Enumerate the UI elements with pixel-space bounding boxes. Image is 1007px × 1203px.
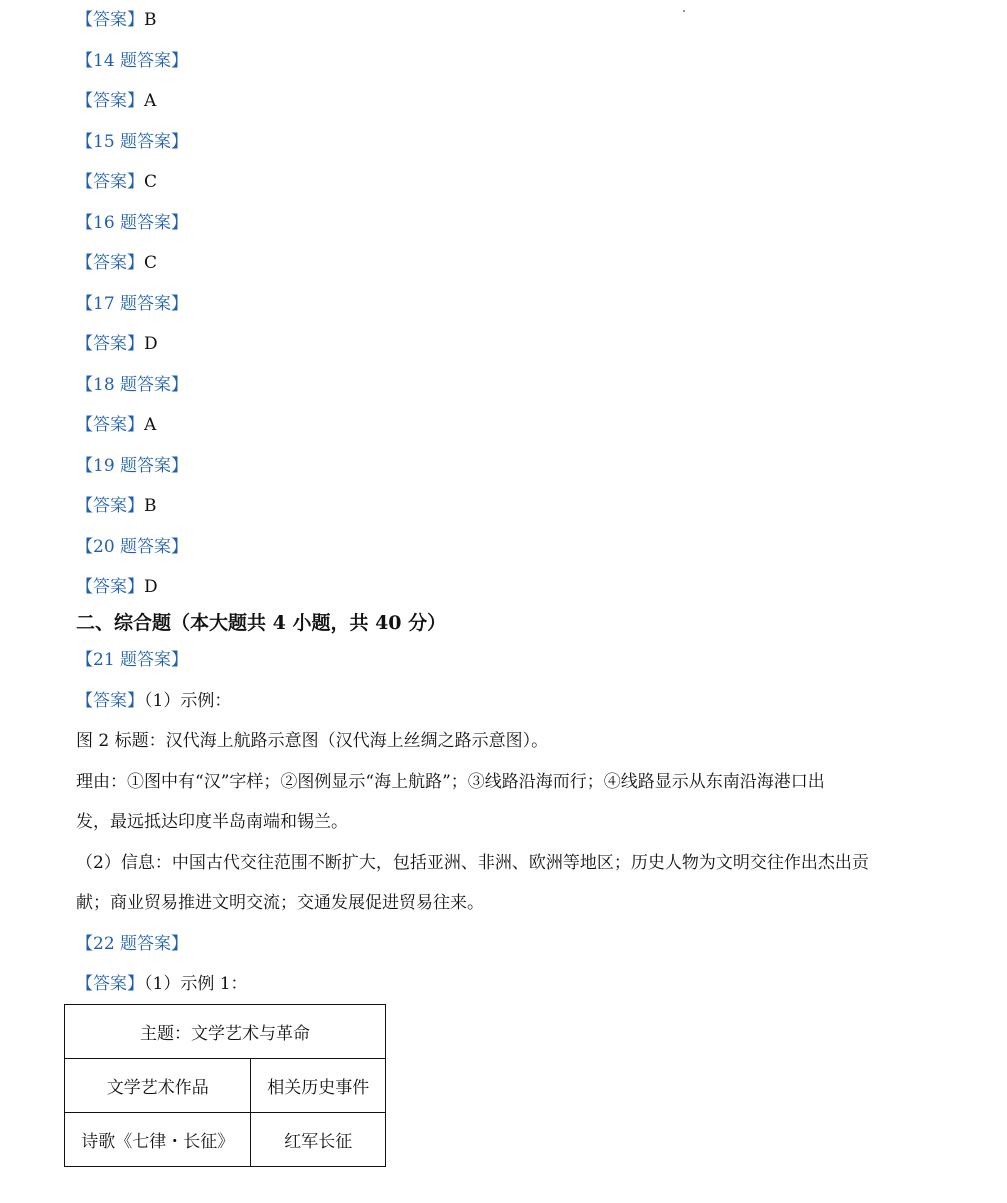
answer-label: 【答案】 <box>76 974 144 994</box>
table-cell-artwork: 诗歌《七律・长征》 <box>65 1113 251 1167</box>
question-label: 【22 题答案】 <box>76 934 189 954</box>
answer-line <box>76 495 157 517</box>
info-line-cont: 献；商业贸易推进文明交流；交通发展促进贸易往来。 <box>76 893 484 913</box>
answer-value: C <box>144 172 158 192</box>
table-header-artwork: 文学艺术作品 <box>65 1059 251 1113</box>
scan-speck <box>683 10 685 12</box>
answer-label: 【答案】 <box>76 10 144 30</box>
answer-line <box>76 252 157 274</box>
question-label: 【16 题答案】 <box>76 213 189 233</box>
answer-label: 【答案】 <box>76 334 144 354</box>
answer-label: 【答案】 <box>76 577 144 597</box>
map-title-line: 图 2 标题：汉代海上航路示意图（汉代海上丝绸之路示意图）。 <box>76 731 549 751</box>
answer-value: B <box>144 10 157 30</box>
answer-value: D <box>144 334 158 354</box>
table-theme-cell: 主题：文学艺术与革命 <box>65 1005 386 1059</box>
answer-line <box>76 171 157 193</box>
answer-value: A <box>144 91 157 111</box>
answer-line <box>76 90 156 112</box>
answer-line <box>76 333 158 355</box>
example-table <box>64 1004 386 1167</box>
table-cell-event: 红军长征 <box>251 1113 386 1167</box>
answer-intro: （1）示例 1： <box>144 974 248 994</box>
question-label: 【20 题答案】 <box>76 537 189 557</box>
answer-intro: （1）示例： <box>144 691 232 711</box>
answer-label: 【答案】 <box>76 91 144 111</box>
question-label: 【17 题答案】 <box>76 294 189 314</box>
answer-label: 【答案】 <box>76 691 144 711</box>
answer-line <box>76 414 156 436</box>
section-heading: 二、综合题（本大题共 4 小题，共 40 分） <box>76 612 447 634</box>
answer-line <box>76 690 231 712</box>
question-label: 【19 题答案】 <box>76 456 189 476</box>
answer-value: B <box>144 496 157 516</box>
question-label: 【18 题答案】 <box>76 375 189 395</box>
answer-label: 【答案】 <box>76 253 144 273</box>
answer-label: 【答案】 <box>76 415 144 435</box>
question-label: 【15 题答案】 <box>76 132 189 152</box>
answer-value: C <box>144 253 158 273</box>
answer-line <box>76 9 157 31</box>
answer-line <box>76 973 248 995</box>
reason-line: 理由：①图中有“汉”字样；②图例显示“海上航路”；③线路沿海而行；④线路显示从东南沿海港口出 <box>76 772 825 792</box>
answer-value: A <box>144 415 157 435</box>
reason-line-cont: 发，最远抵达印度半岛南端和锡兰。 <box>76 812 348 832</box>
answer-line <box>76 576 158 598</box>
answer-value: D <box>144 577 158 597</box>
table-header-event: 相关历史事件 <box>251 1059 386 1113</box>
answer-label: 【答案】 <box>76 172 144 192</box>
question-label: 【14 题答案】 <box>76 51 189 71</box>
info-line: （2）信息：中国古代交往范围不断扩大，包括亚洲、非洲、欧洲等地区；历史人物为文明交往作出杰出贡 <box>76 853 869 873</box>
question-label: 【21 题答案】 <box>76 650 189 670</box>
answer-label: 【答案】 <box>76 496 144 516</box>
